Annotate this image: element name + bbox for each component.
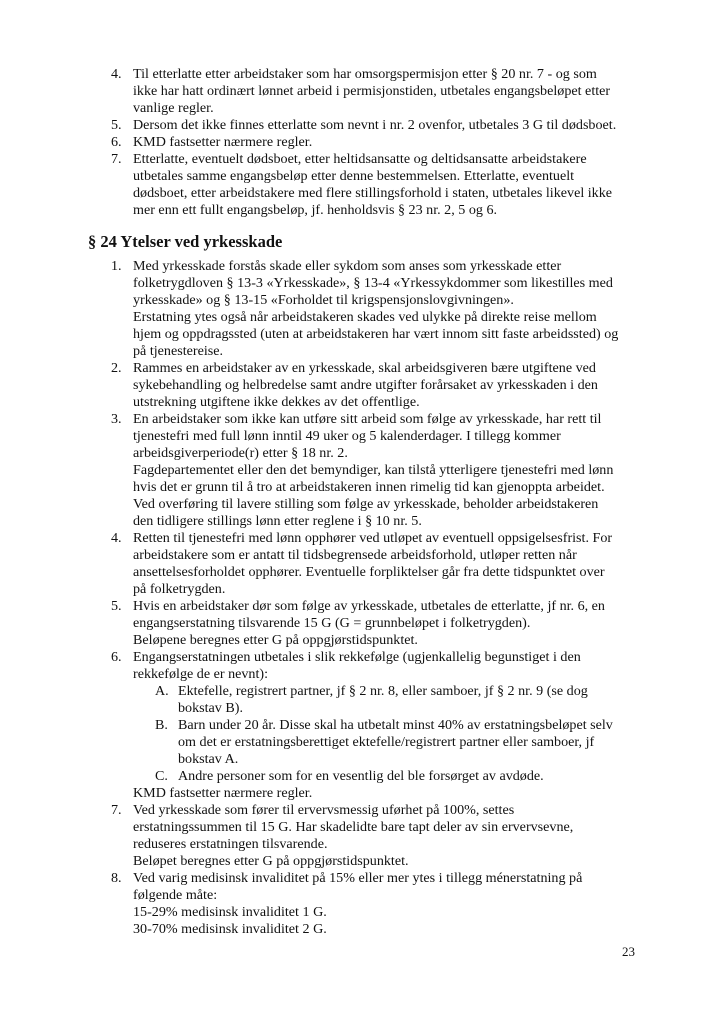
text-line: dødsboet, etter arbeidstakere med flere stillingsforhold i staten, utbetales likevel ikke [133,185,613,201]
page-number: 23 [622,944,635,959]
item-number: 8. [111,870,122,886]
item-number: 5. [111,598,122,614]
text-line: folketrygdloven § 13-3 «Yrkesskade», § 13-4 «Yrkessykdommer som likestilles med [133,275,613,291]
subitem-letter: C. [155,768,168,784]
text-line: Ved varig medisinsk invaliditet på 15% eller mer ytes i tillegg ménerstatning på [133,870,583,886]
item-number: 4. [111,66,122,82]
text-line: ikke har hatt ordinært lønnet arbeid i permisjonstiden, utbetales engangsbeløpet etter [133,83,611,99]
text-line: Rammes en arbeidstaker av en yrkesskade, skal arbeidsgiveren bære utgiftene ved [133,360,596,376]
item-number: 6. [111,649,122,665]
text-line: Retten til tjenestefri med lønn opphører ved utløpet av eventuell oppsigelsesfrist. For [133,530,613,546]
text-line: 15-29% medisinsk invaliditet 1 G. [133,904,327,920]
text-line: Engangserstatningen utbetales i slik rekkefølge (ugjenkallelig begunstiget i den [133,649,581,665]
text-line: arbeidsgiverperiode(r) etter § 18 nr. 2. [133,445,348,461]
item-number: 7. [111,151,122,167]
section-heading: § 24 Ytelser ved yrkesskade [88,232,283,251]
text-line: rekkefølge de er nevnt): [133,666,268,682]
text-line: på tjenestereise. [133,343,223,359]
text-line: utstrekning utgiftene ikke dekkes av det offentlige. [133,394,420,410]
text-line: Beløpet beregnes etter G på oppgjørstidspunktet. [133,853,409,869]
text-line: utbetales samme engangsbeløp etter denne bestemmelsen. Etterlatte, eventuelt [133,168,575,184]
item-number: 4. [111,530,122,546]
text-line: Erstatning ytes også når arbeidstakeren skades ved ulykke på direkte reise mellom [133,309,597,325]
text-line: arbeidstakere som er antatt til tidsbegrensede arbeidsforhold, utløper retten når [133,547,577,563]
text-line: Fagdepartementet eller den det bemyndiger, kan tilstå ytterligere tjenestefri med lønn [133,462,614,478]
text-line: bokstav A. [178,751,239,767]
text-line: på folketrygden. [133,581,226,597]
text-line: tjenestefri med full lønn inntil 49 uker og 5 kalenderdager. I tillegg kommer [133,428,561,444]
item-number: 2. [111,360,122,376]
text-line: KMD fastsetter nærmere regler. [133,785,313,801]
text-line: følgende måte: [133,887,218,903]
text-line: Hvis en arbeidstaker dør som følge av yrkesskade, utbetales de etterlatte, jf nr. 6, en [133,598,605,614]
text-line: engangserstatning tilsvarende 15 G (G = grunnbeløpet i folketrygden). [133,615,531,631]
text-line: yrkesskade» og § 13-15 «Forholdet til krigspensjonslovgivningen». [133,292,514,308]
text-line: om det er erstatningsberettiget ektefelle/registrert partner eller samboer, jf [178,734,595,750]
item-number: 1. [111,258,122,274]
text-line: Med yrkesskade forstås skade eller sykdom som anses som yrkesskade etter [133,258,562,274]
item-number: 6. [111,134,122,150]
text-line: mer enn ett fullt engangsbeløp, jf. henholdsvis § 23 nr. 2, 5 og 6. [133,202,498,218]
text-line: Etterlatte, eventuelt dødsboet, etter heltidsansatte og deltidsansatte arbeidstakere [133,151,587,167]
text-line: erstatningssummen til 15 G. Har skadelidte bare tapt deler av sin ervervsevne, [133,819,574,835]
text-line: hjem og oppdragssted (uten at arbeidstakeren har vært innom sitt faste arbeidssted) og [133,326,619,342]
text-line: 30-70% medisinsk invaliditet 2 G. [133,921,327,937]
subitem-letter: A. [155,683,169,699]
text-line: En arbeidstaker som ikke kan utføre sitt arbeid som følge av yrkesskade, har rett til [133,411,602,427]
text-line: Ektefelle, registrert partner, jf § 2 nr. 8, eller samboer, jf § 2 nr. 9 (se dog [178,683,588,699]
subitem-letter: B. [155,717,168,733]
text-line: Barn under 20 år. Disse skal ha utbetalt minst 40% av erstatningsbeløpet selv [178,717,613,733]
text-line: sykebehandling og helbredelse samt andre utgifter forårsaket av yrkesskaden i den [133,377,598,393]
text-line: vanlige regler. [133,100,214,116]
text-line: Ved overføring til lavere stilling som følge av yrkesskade, beholder arbeidstakeren [133,496,599,512]
text-line: Til etterlatte etter arbeidstaker som har omsorgspermisjon etter § 20 nr. 7 - og som [133,66,597,82]
text-line: hvis det er grunn til å tro at arbeidstakeren innen rimelig tid kan gjenoppta arbeidet. [133,479,605,495]
item-number: 5. [111,117,122,133]
text-line: Dersom det ikke finnes etterlatte som nevnt i nr. 2 ovenfor, utbetales 3 G til dødsboet. [133,117,617,133]
text-line: ansettelsesforholdet opphører. Eventuelle forpliktelser går fra dette tidspunktet over [133,564,605,580]
text-line: Beløpene beregnes etter G på oppgjørstidspunktet. [133,632,418,648]
text-line: Ved yrkesskade som fører til ervervsmessig uførhet på 100%, settes [133,802,515,818]
item-number: 7. [111,802,122,818]
text-line: bokstav B). [178,700,243,716]
text-line: KMD fastsetter nærmere regler. [133,134,313,150]
text-line: reduseres erstatningen tilsvarende. [133,836,328,852]
text-line: den tidligere stillings lønn etter reglene i § 10 nr. 5. [133,513,422,529]
item-number: 3. [111,411,122,427]
text-line: Andre personer som for en vesentlig del ble forsørget av avdøde. [178,768,544,784]
